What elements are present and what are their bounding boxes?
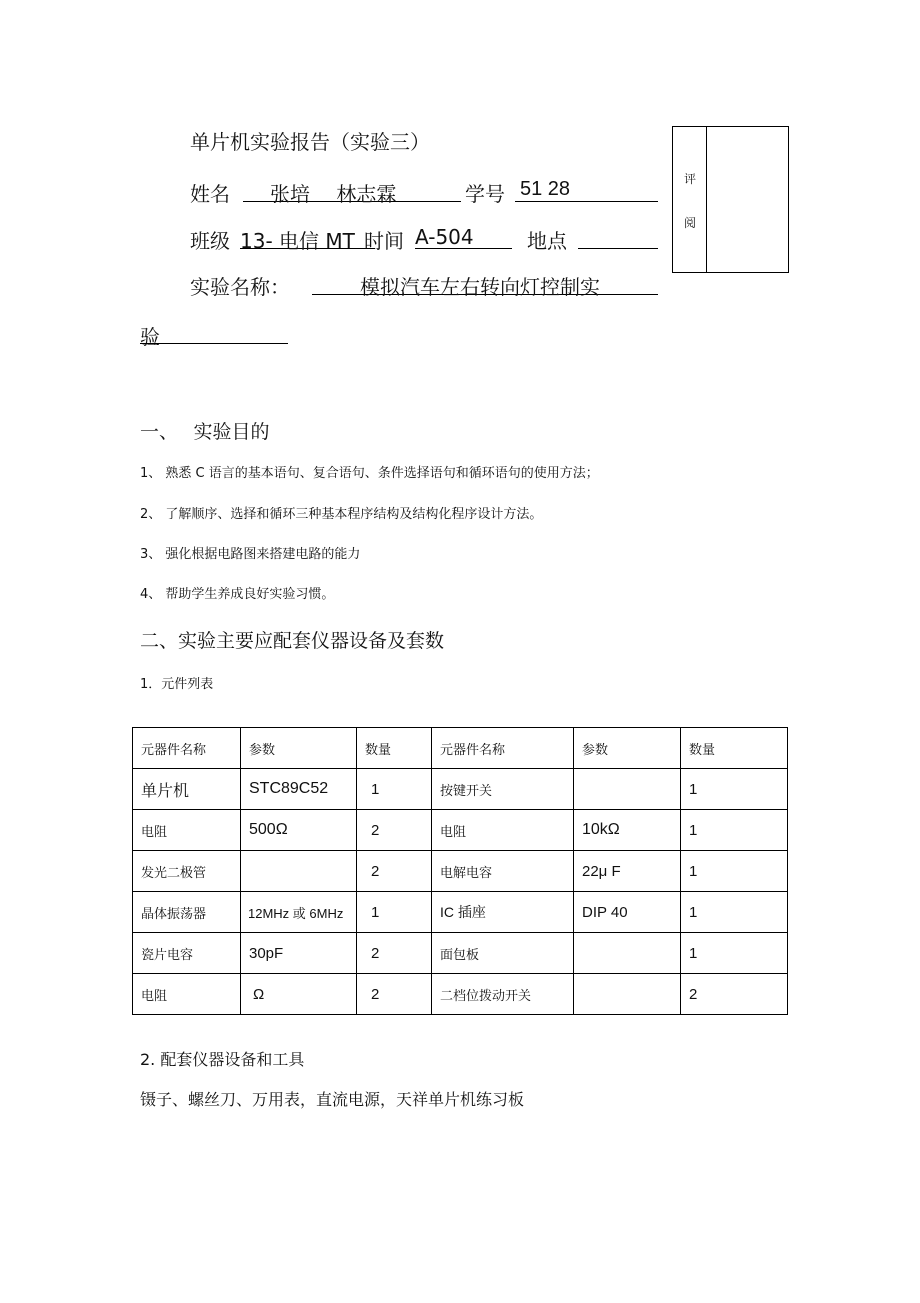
cell: 2 [357,974,432,1015]
cell [241,851,357,892]
time-label: 时间 [364,229,404,253]
cell: 单片机 [133,769,241,810]
cell: 10kΩ [574,810,681,851]
header-cell: 元器件名称 [432,728,574,769]
header-cell: 参数 [241,728,357,769]
header-cell: 元器件名称 [133,728,241,769]
class-label: 班级 [190,229,230,253]
id-label: 学号 [465,182,505,206]
cell [574,769,681,810]
tools-list: 镊子、螺丝刀、万用表，直流电源，天祥单片机练习板 [140,1090,525,1109]
objective-item: 4、 帮助学生养成良好实验习惯。 [140,587,335,602]
objective-item: 1、 熟悉 C 语言的基本语句、复合语句、条件选择语句和循环语句的使用方法； [140,466,599,481]
review-label: 评 阅 [683,172,696,230]
components-table [132,727,788,1015]
table-row [133,974,788,1015]
header-cell: 参数 [574,728,681,769]
cell: 按键开关 [432,769,574,810]
cell: 12MHz 或 6MHz [241,892,357,933]
cell: 电阻 [133,974,241,1015]
cell: 二档位拨动开关 [432,974,574,1015]
cell: 电阻 [432,810,574,851]
id-value: 51 28 [520,178,571,200]
table-header-row [133,728,788,769]
cell: 2 [357,933,432,974]
time-value: A-504 [415,225,474,249]
section1-title: 一、 实验目的 [140,421,270,443]
table-row [133,851,788,892]
cell: Ω [241,974,357,1015]
report-title: 单片机实验报告（实验三） [190,130,430,154]
cell: 1 [681,892,788,933]
components-subtitle: 1．元件列表 [140,677,214,692]
header-cell: 数量 [357,728,432,769]
exp-name-value: 模拟汽车左右转向灯控制实 [360,275,600,299]
cell [574,933,681,974]
name-value: 张培 林志霖 [270,182,397,206]
cell: 1 [681,769,788,810]
cell: 发光二极管 [133,851,241,892]
cell: 22μ F [574,851,681,892]
exp-name-label: 实验名称： [190,275,290,299]
review-box [672,126,789,273]
class-value: 13- 电信 MT [240,229,355,253]
place-label: 地点 [527,229,567,253]
cell: 1 [357,769,432,810]
cell: 30pF [241,933,357,974]
cell: 1 [357,892,432,933]
cell: 500Ω [241,810,357,851]
cell: 面包板 [432,933,574,974]
header-cell: 数量 [681,728,788,769]
cell: DIP 40 [574,892,681,933]
table-row [133,769,788,810]
cell: 2 [357,851,432,892]
table-row [133,892,788,933]
cell: 电解电容 [432,851,574,892]
exp-name-cont: 验 [140,325,160,349]
cell: 2 [357,810,432,851]
objective-item: 2、 了解顺序、选择和循环三种基本程序结构及结构化程序设计方法。 [140,507,543,522]
cell: 瓷片电容 [133,933,241,974]
name-label: 姓名 [190,182,230,206]
cell: 晶体振荡器 [133,892,241,933]
cell: 1 [681,810,788,851]
tools-subtitle: 2. 配套仪器设备和工具 [140,1050,305,1069]
cell: 1 [681,851,788,892]
table-row [133,933,788,974]
cell: IC 插座 [432,892,574,933]
cell: 1 [681,933,788,974]
objective-item: 3、 强化根据电路图来搭建电路的能力 [140,547,361,562]
table-row [133,810,788,851]
cell: STC89C52 [241,769,357,810]
cell: 电阻 [133,810,241,851]
section2-title: 二、实验主要应配套仪器设备及套数 [140,630,445,652]
cell: 2 [681,974,788,1015]
cell [574,974,681,1015]
